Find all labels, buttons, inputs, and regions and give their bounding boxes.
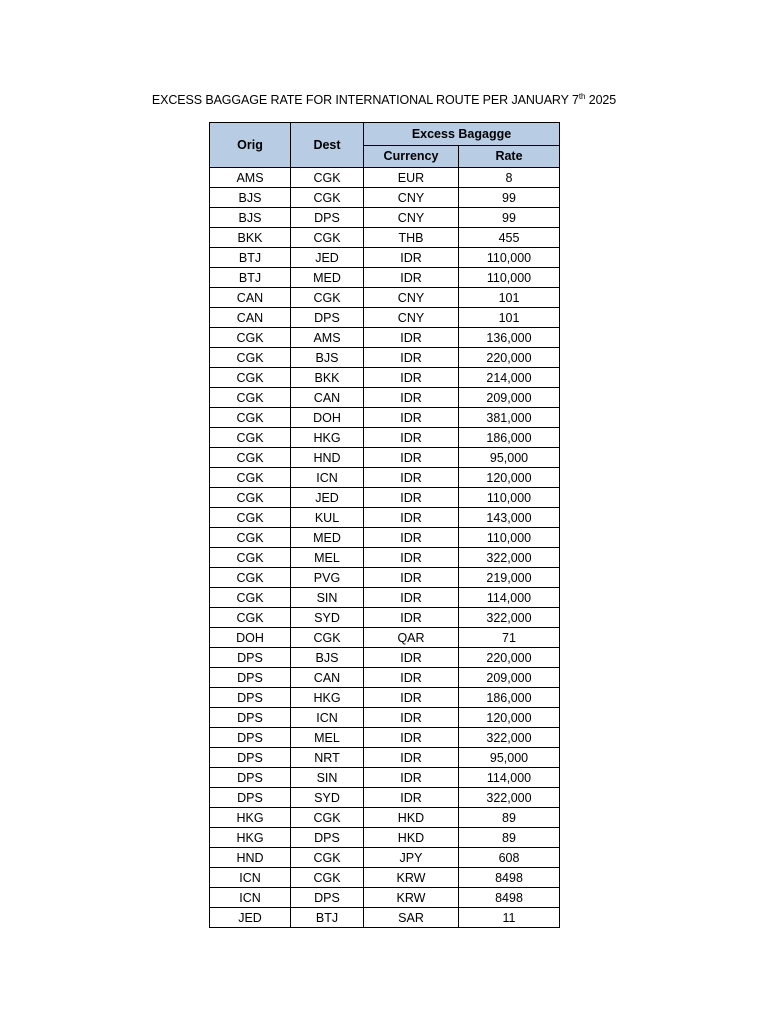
orig-cell: BJS — [210, 188, 291, 208]
table-row — [210, 828, 560, 848]
table-row — [210, 848, 560, 868]
currency-cell: CNY — [364, 308, 459, 328]
dest-cell: MED — [291, 528, 364, 548]
dest-cell: SYD — [291, 788, 364, 808]
orig-cell: BJS — [210, 208, 291, 228]
currency-cell: QAR — [364, 628, 459, 648]
rate-cell: 120,000 — [459, 708, 560, 728]
dest-cell: HND — [291, 448, 364, 468]
rate-cell: 608 — [459, 848, 560, 868]
rate-cell: 110,000 — [459, 528, 560, 548]
rate-cell: 322,000 — [459, 788, 560, 808]
currency-cell: CNY — [364, 208, 459, 228]
dest-cell: BJS — [291, 348, 364, 368]
page-title — [0, 92, 768, 107]
rate-cell: 99 — [459, 188, 560, 208]
dest-cell: CGK — [291, 628, 364, 648]
rate-cell: 8498 — [459, 868, 560, 888]
table-row — [210, 408, 560, 428]
dest-cell: SIN — [291, 768, 364, 788]
orig-cell: DPS — [210, 768, 291, 788]
header-excess-baggage: Excess Bagagge — [364, 123, 560, 146]
rate-cell: 455 — [459, 228, 560, 248]
rate-cell: 186,000 — [459, 688, 560, 708]
table-row — [210, 868, 560, 888]
dest-cell: DPS — [291, 308, 364, 328]
table-row — [210, 748, 560, 768]
rate-cell: 110,000 — [459, 268, 560, 288]
rate-cell: 95,000 — [459, 448, 560, 468]
currency-cell: IDR — [364, 408, 459, 428]
orig-cell: CGK — [210, 428, 291, 448]
orig-cell: ICN — [210, 868, 291, 888]
rate-cell: 114,000 — [459, 768, 560, 788]
rate-cell: 381,000 — [459, 408, 560, 428]
orig-cell: DPS — [210, 688, 291, 708]
rate-cell: 11 — [459, 908, 560, 928]
currency-cell: HKD — [364, 828, 459, 848]
currency-cell: KRW — [364, 868, 459, 888]
table-row — [210, 548, 560, 568]
currency-cell: HKD — [364, 808, 459, 828]
rate-cell: 110,000 — [459, 488, 560, 508]
dest-cell: BKK — [291, 368, 364, 388]
rate-cell: 322,000 — [459, 548, 560, 568]
table-row — [210, 808, 560, 828]
table-row — [210, 708, 560, 728]
orig-cell: CGK — [210, 408, 291, 428]
table-row — [210, 388, 560, 408]
rate-cell: 8 — [459, 168, 560, 188]
rate-cell: 186,000 — [459, 428, 560, 448]
orig-cell: DOH — [210, 628, 291, 648]
table-row — [210, 768, 560, 788]
orig-cell: CGK — [210, 588, 291, 608]
orig-cell: AMS — [210, 168, 291, 188]
rate-cell: 136,000 — [459, 328, 560, 348]
dest-cell: KUL — [291, 508, 364, 528]
currency-cell: IDR — [364, 528, 459, 548]
orig-cell: BKK — [210, 228, 291, 248]
orig-cell: DPS — [210, 728, 291, 748]
orig-cell: DPS — [210, 708, 291, 728]
header-orig: Orig — [210, 123, 291, 168]
rate-cell: 220,000 — [459, 348, 560, 368]
table-row — [210, 188, 560, 208]
table-row — [210, 628, 560, 648]
table-row — [210, 268, 560, 288]
rate-cell: 101 — [459, 288, 560, 308]
orig-cell: BTJ — [210, 268, 291, 288]
dest-cell: MEL — [291, 728, 364, 748]
orig-cell: HKG — [210, 828, 291, 848]
dest-cell: MEL — [291, 548, 364, 568]
orig-cell: CGK — [210, 448, 291, 468]
dest-cell: CGK — [291, 848, 364, 868]
header-currency: Currency — [364, 145, 459, 168]
table-row — [210, 168, 560, 188]
table-row — [210, 728, 560, 748]
currency-cell: IDR — [364, 328, 459, 348]
orig-cell: CGK — [210, 368, 291, 388]
rate-cell: 89 — [459, 808, 560, 828]
currency-cell: IDR — [364, 668, 459, 688]
orig-cell: CGK — [210, 608, 291, 628]
currency-cell: IDR — [364, 648, 459, 668]
currency-cell: EUR — [364, 168, 459, 188]
table-row — [210, 668, 560, 688]
table-row — [210, 608, 560, 628]
table-row — [210, 328, 560, 348]
table-row — [210, 368, 560, 388]
header-dest: Dest — [291, 123, 364, 168]
table-row — [210, 288, 560, 308]
table-row — [210, 788, 560, 808]
dest-cell: PVG — [291, 568, 364, 588]
table-row — [210, 888, 560, 908]
currency-cell: THB — [364, 228, 459, 248]
table-row — [210, 228, 560, 248]
orig-cell: HKG — [210, 808, 291, 828]
table-row — [210, 308, 560, 328]
dest-cell: DPS — [291, 888, 364, 908]
table-row — [210, 448, 560, 468]
dest-cell: BJS — [291, 648, 364, 668]
dest-cell: DPS — [291, 208, 364, 228]
currency-cell: IDR — [364, 428, 459, 448]
orig-cell: JED — [210, 908, 291, 928]
table-body — [210, 168, 560, 928]
orig-cell: CGK — [210, 528, 291, 548]
dest-cell: CGK — [291, 168, 364, 188]
orig-cell: CGK — [210, 468, 291, 488]
currency-cell: IDR — [364, 248, 459, 268]
dest-cell: HKG — [291, 688, 364, 708]
rate-cell: 220,000 — [459, 648, 560, 668]
currency-cell: IDR — [364, 468, 459, 488]
currency-cell: IDR — [364, 768, 459, 788]
table-row — [210, 348, 560, 368]
table-row — [210, 648, 560, 668]
table-row — [210, 488, 560, 508]
dest-cell: DOH — [291, 408, 364, 428]
table-row — [210, 688, 560, 708]
rate-cell: 322,000 — [459, 728, 560, 748]
table-row — [210, 528, 560, 548]
dest-cell: DPS — [291, 828, 364, 848]
rate-cell: 120,000 — [459, 468, 560, 488]
rate-cell: 322,000 — [459, 608, 560, 628]
currency-cell: IDR — [364, 788, 459, 808]
orig-cell: CAN — [210, 308, 291, 328]
currency-cell: JPY — [364, 848, 459, 868]
orig-cell: CGK — [210, 568, 291, 588]
currency-cell: IDR — [364, 608, 459, 628]
currency-cell: IDR — [364, 448, 459, 468]
orig-cell: CGK — [210, 388, 291, 408]
orig-cell: DPS — [210, 788, 291, 808]
currency-cell: IDR — [364, 688, 459, 708]
orig-cell: DPS — [210, 648, 291, 668]
title-year: 2025 — [585, 93, 617, 107]
rate-cell: 143,000 — [459, 508, 560, 528]
table-row — [210, 508, 560, 528]
orig-cell: DPS — [210, 748, 291, 768]
currency-cell: IDR — [364, 588, 459, 608]
orig-cell: ICN — [210, 888, 291, 908]
rate-cell: 114,000 — [459, 588, 560, 608]
dest-cell: AMS — [291, 328, 364, 348]
rate-cell: 99 — [459, 208, 560, 228]
table-row — [210, 588, 560, 608]
dest-cell: JED — [291, 488, 364, 508]
dest-cell: ICN — [291, 468, 364, 488]
dest-cell: BTJ — [291, 908, 364, 928]
dest-cell: HKG — [291, 428, 364, 448]
orig-cell: CGK — [210, 348, 291, 368]
dest-cell: CGK — [291, 188, 364, 208]
title-text: EXCESS BAGGAGE RATE FOR INTERNATIONAL ROUTE PER JANUARY 7 — [151, 93, 579, 107]
rate-cell: 101 — [459, 308, 560, 328]
orig-cell: HND — [210, 848, 291, 868]
currency-cell: IDR — [364, 748, 459, 768]
rate-cell: 110,000 — [459, 248, 560, 268]
rate-cell: 209,000 — [459, 388, 560, 408]
table-row — [210, 428, 560, 448]
currency-cell: KRW — [364, 888, 459, 908]
currency-cell: IDR — [364, 728, 459, 748]
currency-cell: CNY — [364, 188, 459, 208]
currency-cell: IDR — [364, 568, 459, 588]
currency-cell: CNY — [364, 288, 459, 308]
currency-cell: IDR — [364, 508, 459, 528]
title-superscript: th — [578, 92, 586, 101]
orig-cell: CGK — [210, 488, 291, 508]
table-row — [210, 208, 560, 228]
dest-cell: ICN — [291, 708, 364, 728]
rate-cell: 8498 — [459, 888, 560, 908]
orig-cell: CAN — [210, 288, 291, 308]
rate-cell: 71 — [459, 628, 560, 648]
dest-cell: CGK — [291, 868, 364, 888]
currency-cell: IDR — [364, 348, 459, 368]
rate-cell: 89 — [459, 828, 560, 848]
currency-cell: IDR — [364, 708, 459, 728]
dest-cell: CGK — [291, 808, 364, 828]
rate-cell: 95,000 — [459, 748, 560, 768]
dest-cell: CGK — [291, 228, 364, 248]
currency-cell: IDR — [364, 488, 459, 508]
table-row — [210, 248, 560, 268]
currency-cell: SAR — [364, 908, 459, 928]
excess-baggage-table — [209, 122, 560, 928]
dest-cell: CAN — [291, 668, 364, 688]
dest-cell: CAN — [291, 388, 364, 408]
rate-cell: 214,000 — [459, 368, 560, 388]
dest-cell: JED — [291, 248, 364, 268]
orig-cell: BTJ — [210, 248, 291, 268]
rate-cell: 219,000 — [459, 568, 560, 588]
rate-cell: 209,000 — [459, 668, 560, 688]
table-row — [210, 568, 560, 588]
currency-cell: IDR — [364, 268, 459, 288]
orig-cell: DPS — [210, 668, 291, 688]
orig-cell: CGK — [210, 548, 291, 568]
currency-cell: IDR — [364, 388, 459, 408]
orig-cell: CGK — [210, 328, 291, 348]
dest-cell: SIN — [291, 588, 364, 608]
dest-cell: NRT — [291, 748, 364, 768]
dest-cell: SYD — [291, 608, 364, 628]
dest-cell: CGK — [291, 288, 364, 308]
currency-cell: IDR — [364, 368, 459, 388]
table-row — [210, 908, 560, 928]
orig-cell: CGK — [210, 508, 291, 528]
table-row — [210, 468, 560, 488]
header-rate: Rate — [459, 145, 560, 168]
dest-cell: MED — [291, 268, 364, 288]
currency-cell: IDR — [364, 548, 459, 568]
